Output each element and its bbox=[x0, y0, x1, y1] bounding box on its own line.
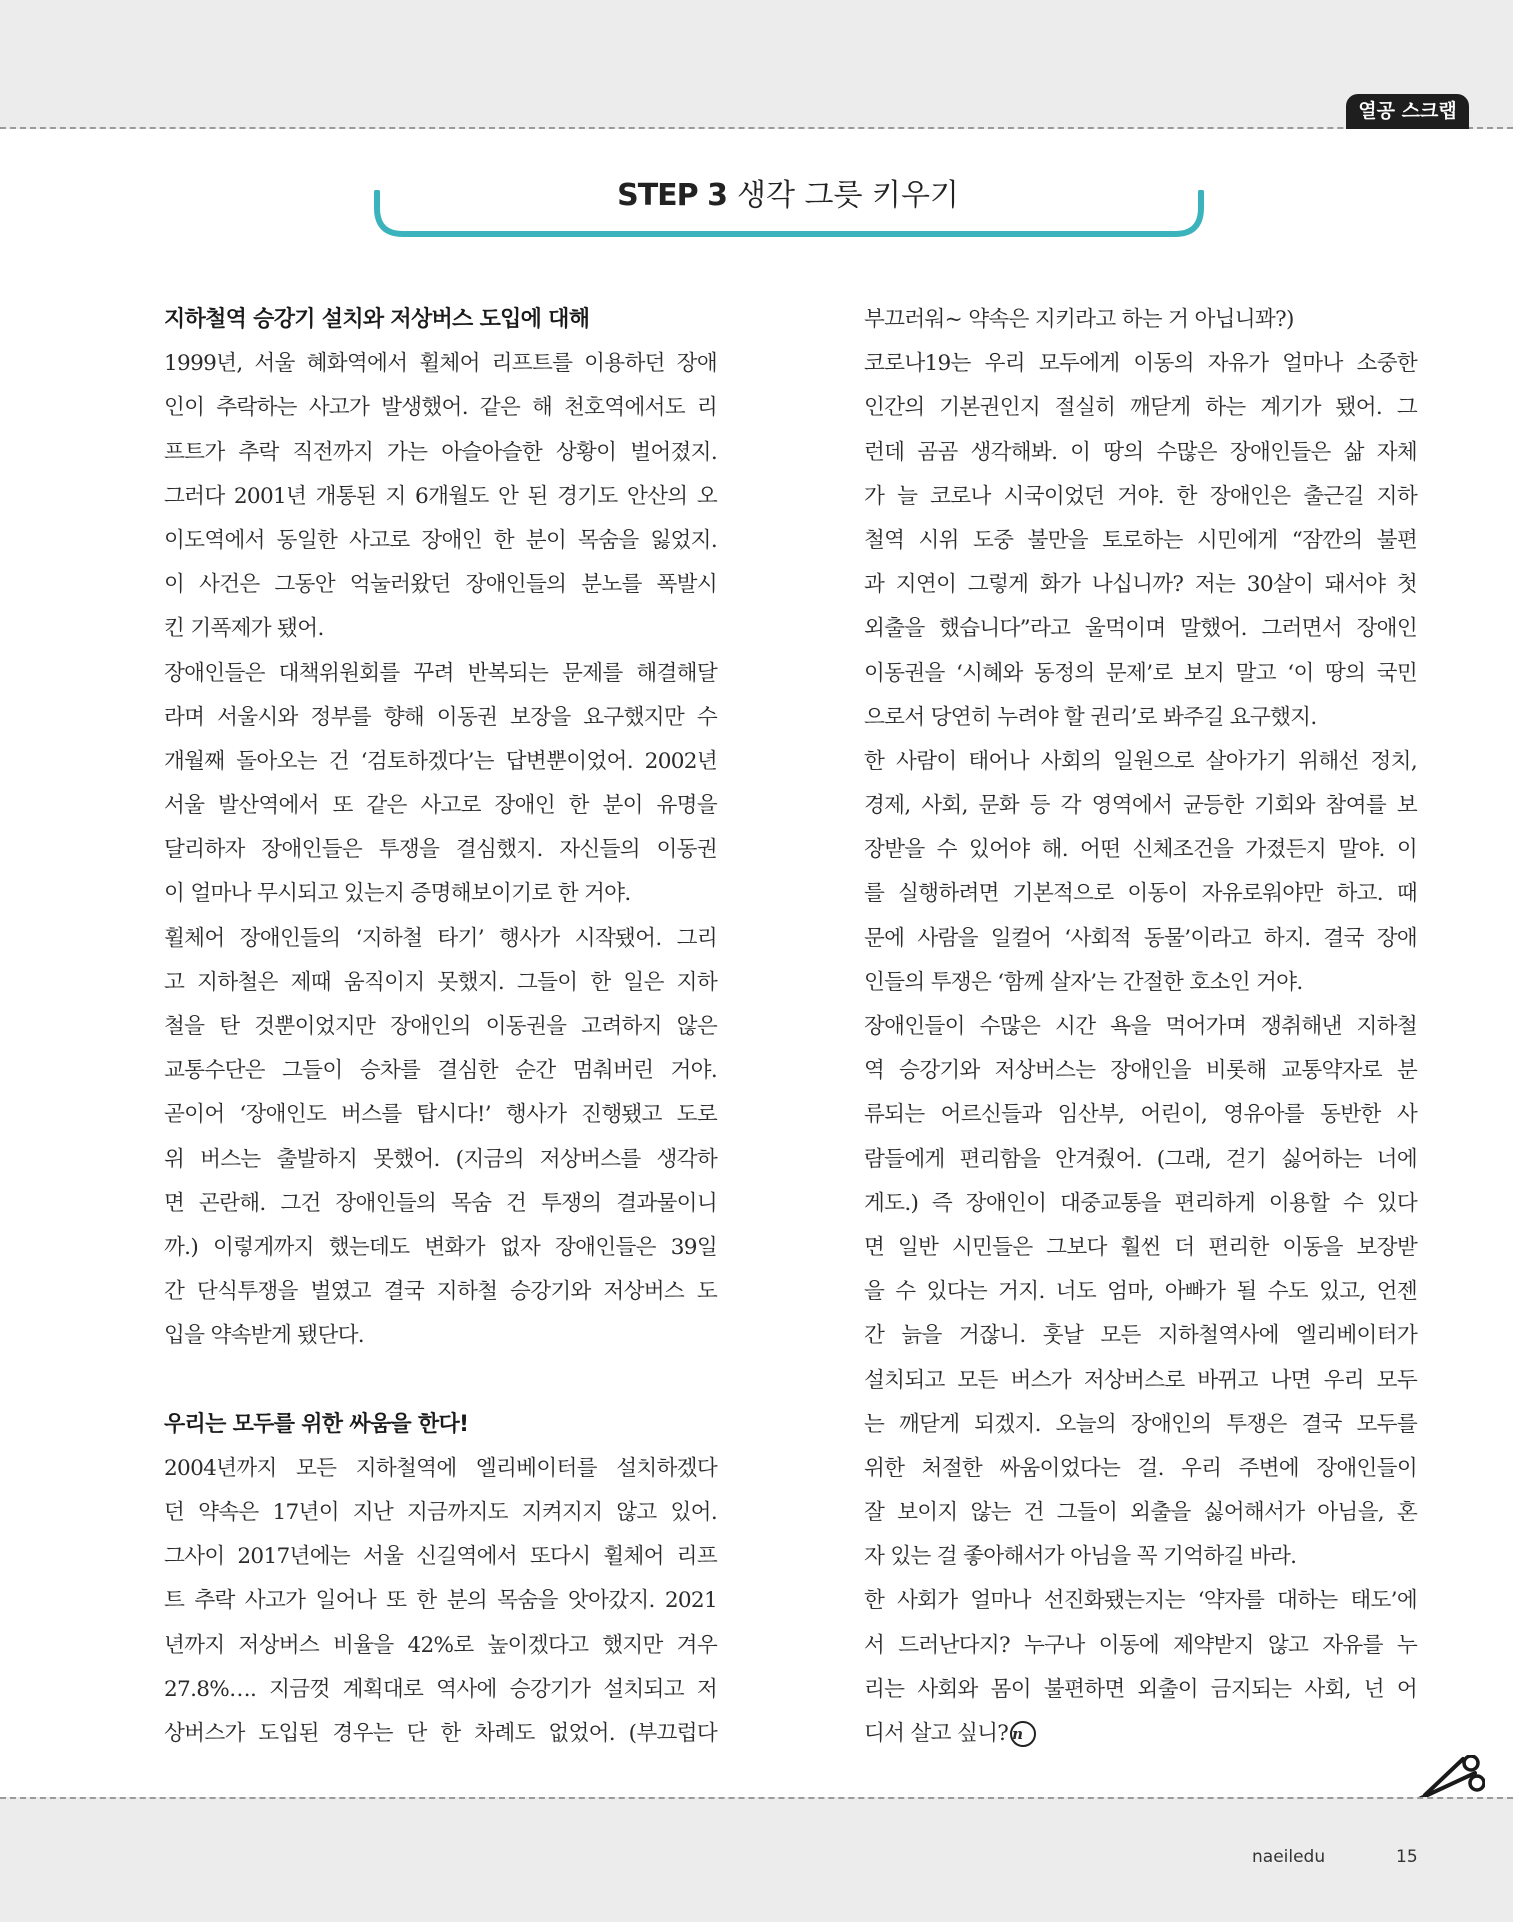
text-line: 프트가 추락 직전까지 가는 아슬아슬한 상황이 벌어졌지. bbox=[164, 439, 717, 465]
text-line: 1999년, 서울 혜화역에서 휠체어 리프트를 이용하던 장애 bbox=[164, 351, 717, 377]
text-line: 서 드러난다지? 누구나 이동에 제약받지 않고 자유를 누 bbox=[864, 1632, 1417, 1658]
top-band bbox=[0, 0, 1513, 129]
section-heading: 우리는 모두를 위한 싸움을 한다! bbox=[164, 1411, 469, 1437]
text-line: 곧이어 ‘장애인도 버스를 탑시다!’ 행사가 진행됐고 도로 bbox=[164, 1102, 717, 1128]
page-number: 15 bbox=[1396, 1847, 1418, 1867]
text-line bbox=[864, 1712, 1417, 1756]
step-title-text: 생각 그릇 키우기 bbox=[736, 178, 959, 213]
text-line: 는 깨닫게 되겠지. 오늘의 장애인의 투쟁은 결국 모두를 bbox=[864, 1411, 1417, 1437]
text-line: 그러다 2001년 개통된 지 6개월도 안 된 경기도 안산의 오 bbox=[164, 483, 717, 509]
text-line: 간 늙을 거잖니. 훗날 모든 지하철역사에 엘리베이터가 bbox=[864, 1323, 1417, 1349]
text-line: 으로서 당연히 누려야 할 권리’로 봐주길 요구했지. bbox=[864, 704, 1317, 730]
text-line: 위 버스는 출발하지 못했어. (지금의 저상버스를 생각하 bbox=[164, 1146, 717, 1172]
text-line: 인간의 기본권인지 절실히 깨닫게 하는 계기가 됐어. 그 bbox=[864, 395, 1417, 421]
text-line: 문에 사람을 일컬어 ‘사회적 동물’이라고 하지. 결국 장애 bbox=[864, 925, 1417, 951]
text-line: 27.8%…. 지금껏 계획대로 역사에 승강기가 설치되고 저 bbox=[164, 1676, 717, 1702]
text-line: 그사이 2017년에는 서울 신길역에서 또다시 휠체어 리프 bbox=[164, 1544, 717, 1570]
text-line: 장받을 수 있어야 해. 어떤 신체조건을 가졌든지 말야. 이 bbox=[864, 837, 1417, 863]
text-line: 과 지연이 그렇게 화가 나십니까? 저는 30살이 돼서야 첫 bbox=[864, 572, 1417, 598]
text-line: 철역 시위 도중 불만을 토로하는 시민에게 “잠깐의 불편 bbox=[864, 527, 1417, 553]
text-line-content: 디서 살고 싶니? bbox=[864, 1721, 1009, 1746]
text-line: 이 얼마나 무시되고 있는지 증명해보이기로 한 거야. bbox=[164, 881, 631, 907]
text-line: 람들에게 편리함을 안겨줬어. (그래, 걷기 싫어하는 너에 bbox=[864, 1146, 1417, 1172]
text-line: 2004년까지 모든 지하철역에 엘리베이터를 설치하겠다 bbox=[164, 1455, 717, 1481]
text-line: 런데 곰곰 생각해봐. 이 땅의 수많은 장애인들은 삶 자체 bbox=[864, 439, 1417, 465]
text-line: 입을 약속받게 됐단다. bbox=[164, 1323, 364, 1349]
text-line: 부끄러워~ 약속은 지키라고 하는 거 아닙니꽈?) bbox=[864, 307, 1294, 332]
text-line: 경제, 사회, 문화 등 각 영역에서 균등한 기회와 참여를 보 bbox=[864, 793, 1417, 819]
text-line: 게도.) 즉 장애인이 대중교통을 편리하게 이용할 수 있다 bbox=[864, 1190, 1417, 1216]
text-line: 면 곤란해. 그건 장애인들의 목숨 건 투쟁의 결과물이니 bbox=[164, 1190, 717, 1216]
text-line: 서울 발산역에서 또 같은 사고로 장애인 한 분이 유명을 bbox=[164, 793, 717, 819]
text-line: 던 약속은 17년이 지난 지금까지도 지켜지지 않고 있어. bbox=[164, 1500, 717, 1526]
text-line: 장애인들은 대책위원회를 꾸려 반복되는 문제를 해결해달 bbox=[164, 660, 717, 686]
text-line: 교통수단은 그들이 승차를 결심한 순간 멈춰버린 거야. bbox=[164, 1058, 717, 1084]
text-line: 자 있는 걸 좋아해서가 아님을 꼭 기억하길 바라. bbox=[864, 1544, 1297, 1570]
text-line: 달리하자 장애인들은 투쟁을 결심했지. 자신들의 이동권 bbox=[164, 837, 717, 863]
text-line: 상버스가 도입된 경우는 단 한 차례도 없었어. (부끄럽다 bbox=[164, 1721, 717, 1746]
text-line: 휠체어 장애인들의 ‘지하철 타기’ 행사가 시작됐어. 그리 bbox=[164, 925, 717, 951]
text-line: 간 단식투쟁을 벌였고 결국 지하철 승강기와 저상버스 도 bbox=[164, 1279, 717, 1305]
text-line: 인들의 투쟁은 ‘함께 살자’는 간절한 호소인 거야. bbox=[864, 969, 1303, 995]
text-line: 킨 기폭제가 됐어. bbox=[164, 616, 324, 642]
text-line: 개월째 돌아오는 건 ‘검토하겠다’는 답변뿐이었어. 2002년 bbox=[164, 748, 717, 774]
text-line: 트 추락 사고가 일어나 또 한 분의 목숨을 앗아갔지. 2021 bbox=[164, 1588, 717, 1614]
text-line: 를 실행하려면 기본적으로 이동이 자유로워야만 하고. 때 bbox=[864, 881, 1417, 907]
text-line: 을 수 있다는 거지. 너도 엄마, 아빠가 될 수도 있고, 언젠 bbox=[864, 1279, 1417, 1305]
text-line: 코로나19는 우리 모두에게 이동의 자유가 얼마나 소중한 bbox=[864, 351, 1417, 377]
text-line: 한 사람이 태어나 사회의 일원으로 살아가기 위해선 정치, bbox=[864, 748, 1417, 774]
text-line: 리는 사회와 몸이 불편하면 외출이 금지되는 사회, 넌 어 bbox=[864, 1676, 1417, 1702]
text-line: 까.) 이렇게까지 했는데도 변화가 없자 장애인들은 39일 bbox=[164, 1234, 717, 1260]
end-logo-icon: n bbox=[1010, 1721, 1036, 1747]
scissors-icon bbox=[1415, 1755, 1485, 1801]
text-line: 인이 추락하는 사고가 발생했어. 같은 해 천호역에서도 리 bbox=[164, 395, 717, 421]
section-heading: 지하철역 승강기 설치와 저상버스 도입에 대해 bbox=[164, 307, 590, 332]
text-line: 장애인들이 수많은 시간 욕을 먹어가며 쟁취해낸 지하철 bbox=[864, 1014, 1417, 1039]
text-line: 고 지하철은 제때 움직이지 못했지. 그들이 한 일은 지하 bbox=[164, 969, 717, 995]
footer-brand: naeiledu bbox=[1252, 1847, 1326, 1867]
text-line: 역 승강기와 저상버스는 장애인을 비롯해 교통약자로 분 bbox=[864, 1058, 1417, 1084]
text-line: 이도역에서 동일한 사고로 장애인 한 분이 목숨을 잃었지. bbox=[164, 527, 717, 553]
text-line: 외출을 했습니다”라고 울먹이며 말했어. 그러면서 장애인 bbox=[864, 616, 1417, 642]
text-line: 이동권을 ‘시혜와 동정의 문제’로 보지 말고 ‘이 땅의 국민 bbox=[864, 660, 1417, 686]
left-column bbox=[164, 298, 717, 1756]
text-line: 잘 보이지 않는 건 그들이 외출을 싫어해서가 아님을, 혼 bbox=[864, 1500, 1417, 1526]
text-line: 년까지 저상버스 비율을 42%로 높이겠다고 했지만 겨우 bbox=[164, 1632, 717, 1658]
text-line: 한 사회가 얼마나 선진화됐는지는 ‘약자를 대하는 태도’에 bbox=[864, 1588, 1417, 1614]
text-line: 류되는 어르신들과 임산부, 어린이, 영유아를 동반한 사 bbox=[864, 1102, 1417, 1128]
section-tag: 열공 스크랩 bbox=[1346, 94, 1469, 129]
text-line: 가 늘 코로나 시국이었던 거야. 한 장애인은 출근길 지하 bbox=[864, 483, 1417, 509]
paragraph-gap bbox=[164, 1359, 717, 1403]
text-line: 설치되고 모든 버스가 저상버스로 바뀌고 나면 우리 모두 bbox=[864, 1367, 1417, 1393]
text-line: 위한 처절한 싸움이었다는 걸. 우리 주변에 장애인들이 bbox=[864, 1455, 1417, 1481]
text-line: 철을 탄 것뿐이었지만 장애인의 이동권을 고려하지 않은 bbox=[164, 1014, 717, 1039]
text-line: 라며 서울시와 정부를 향해 이동권 보장을 요구했지만 수 bbox=[164, 704, 717, 730]
right-column bbox=[864, 298, 1417, 1756]
step-number: STEP 3 bbox=[617, 178, 727, 213]
text-line: 이 사건은 그동안 억눌러왔던 장애인들의 분노를 폭발시 bbox=[164, 572, 717, 598]
title-bracket bbox=[373, 190, 1205, 240]
text-line: 면 일반 시민들은 그보다 훨씬 더 편리한 이동을 보장받 bbox=[864, 1234, 1417, 1260]
